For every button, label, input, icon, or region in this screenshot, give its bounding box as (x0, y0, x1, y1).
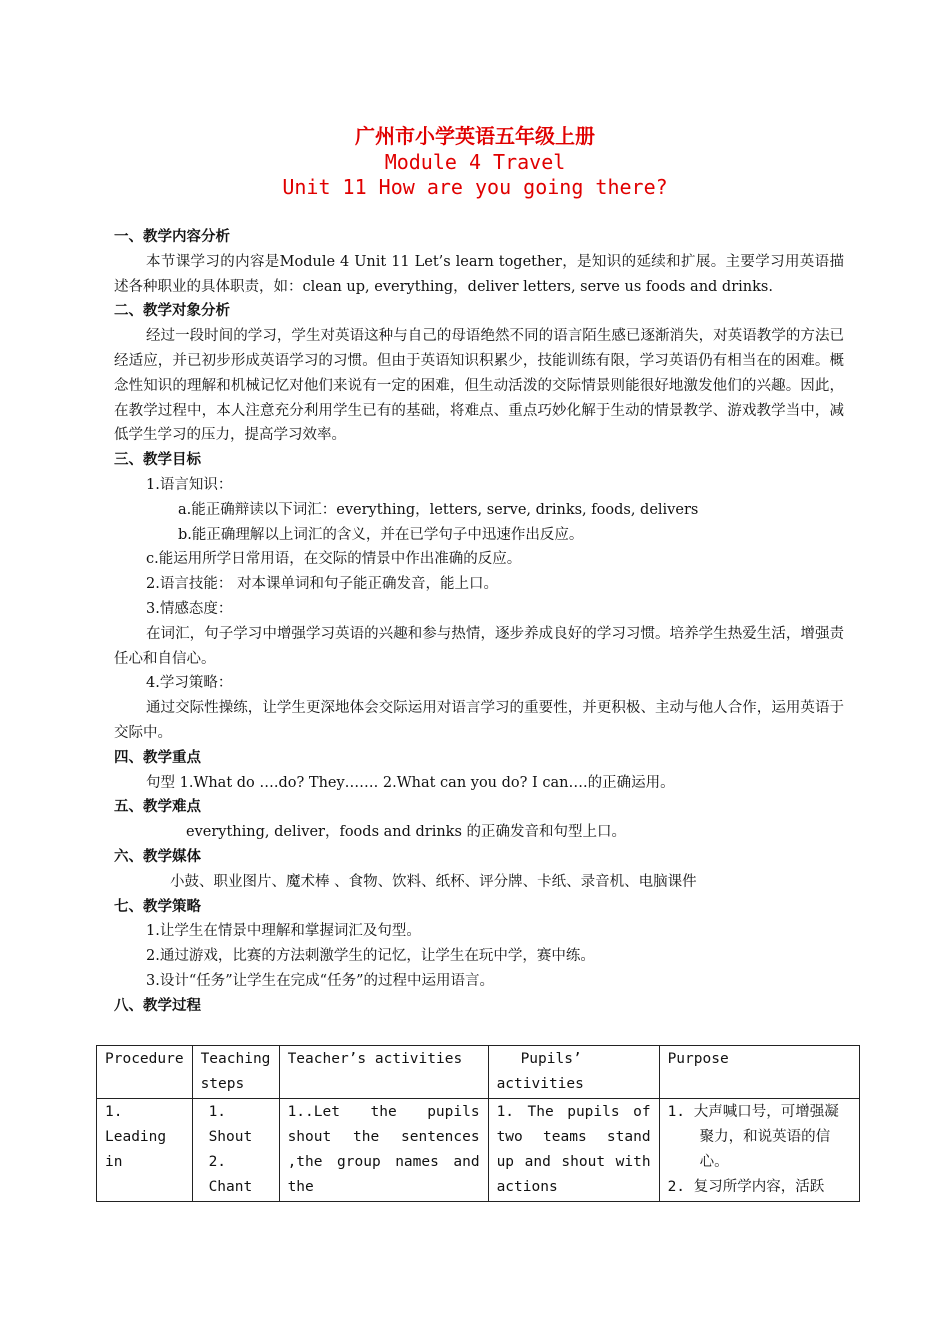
header-pupils-activities: Pupils’ activities (488, 1046, 659, 1099)
purpose-item-1: 1. 大声喊口号，可增强凝聚力，和说英语的信心。 (667, 1104, 839, 1170)
header-procedure: Procedure (97, 1046, 193, 1099)
step-shout: 1. Shout (208, 1104, 253, 1145)
table-header-row (97, 1046, 860, 1099)
step-chant: 2. Chant (208, 1154, 253, 1195)
objective-item-b: b.能正确理解以上词汇的含义，并在已学句子中迅速作出反应。 (178, 526, 584, 543)
section-heading-process: 八、教学过程 (114, 997, 201, 1014)
cell-procedure: 1. Leading in (97, 1099, 193, 1202)
objective-item-c: c.能运用所学日常用语，在交际的情景中作出准确的反应。 (146, 551, 522, 568)
header-teacher-activities: Teacher’s activities (279, 1046, 488, 1099)
student-analysis-text: 经过一段时间的学习，学生对英语这种与自己的母语绝然不同的语言陌生感已逐渐消失，对英语教学的方法已经适应，并已初步形成英语学习的习惯。但由于英语知识积累少，技能训练有限，学习英语仍有相当在的困难。概念性知识的理解和机械记忆对他们来说有一定的困难，但生动活泼的交际情景则能很好地激发他们的兴趣。因此，在教学过程中，本人注意充分利用学生已有的基础，将难点、重点巧妙化解于生动的情景教学、游戏教学当中，减低学生学习的压力，提高学习效率。 (114, 328, 844, 444)
key-points-text: 句型 1.What do ….do? They……. 2.What can you do? I can….的正确运用。 (146, 774, 675, 791)
strategy-item-2: 2.通过游戏，比赛的方法刺激学生的记忆，让学生在玩中学，赛中练。 (146, 948, 595, 965)
header-purpose: Purpose (659, 1046, 859, 1099)
section-heading-objectives: 三、教学目标 (114, 452, 201, 469)
objective-item-a: a.能正确辩读以下词汇：everything，letters, serve, drinks, foods, delivers (178, 501, 699, 518)
cell-steps (192, 1099, 279, 1202)
difficulties-text: everything, deliver，foods and drinks 的正确发音和句型上口。 (186, 824, 627, 841)
doc-title-chinese: 广州市小学英语五年级上册 (355, 124, 595, 148)
objective-strategy: 4.学习策略： (146, 675, 233, 692)
content-analysis-text: 本节课学习的内容是Module 4 Unit 11 Let’s learn together，是知识的延续和扩展。主要学习用英语描述各种职业的具体职责，如：clean up, everything，deliver letters, serve us foods and drinks. (114, 253, 844, 295)
table-row (97, 1099, 860, 1202)
section-heading-difficulties: 五、教学难点 (114, 799, 201, 816)
objective-attitude: 3.情感态度： (146, 600, 233, 617)
doc-title-module: Module 4 Travel (384, 150, 566, 174)
teaching-process-table (96, 1045, 860, 1202)
objective-strategy-text: 通过交际性操练，让学生更深地体会交际运用对语言学习的重要性，并更积极、主动与他人合作，运用英语于交际中。 (114, 700, 844, 741)
cell-teacher-activities: 1..Let the pupils shout the sentences ,the group names and the (279, 1099, 488, 1202)
section-heading-student-analysis: 二、教学对象分析 (114, 303, 230, 320)
section-heading-media: 六、教学媒体 (114, 848, 201, 865)
section-heading-content-analysis: 一、教学内容分析 (114, 229, 230, 245)
strategy-item-1: 1.让学生在情景中理解和掌握词汇及句型。 (146, 923, 421, 940)
section-heading-key-points: 四、教学重点 (114, 749, 201, 766)
objective-language-skills: 2.语言技能： 对本课单词和句子能正确发音，能上口。 (146, 576, 498, 593)
lesson-plan-body (114, 225, 844, 1019)
media-text: 小鼓、职业图片、魔术棒 、食物、饮料、纸杯、评分牌、卡纸、录音机、电脑课件 (170, 873, 697, 890)
doc-title-unit: Unit 11 How are you going there? (282, 175, 668, 199)
cell-pupils-activities: 1. The pupils of two teams stand up and shout with actions (488, 1099, 659, 1202)
header-teaching-steps: Teaching steps (192, 1046, 279, 1099)
section-heading-strategy: 七、教学策略 (114, 898, 201, 915)
purpose-item-2: 2. 复习所学内容，活跃 (667, 1179, 825, 1195)
objective-language-knowledge: 1.语言知识： (146, 476, 233, 493)
objective-attitude-text: 在词汇，句子学习中增强学习英语的兴趣和参与热情，逐步养成良好的学习习惯。培养学生热爱生活，增强责任心和自信心。 (114, 625, 844, 667)
cell-purpose (659, 1099, 859, 1202)
strategy-item-3: 3.设计“任务”让学生在完成“任务”的过程中运用语言。 (146, 972, 494, 989)
